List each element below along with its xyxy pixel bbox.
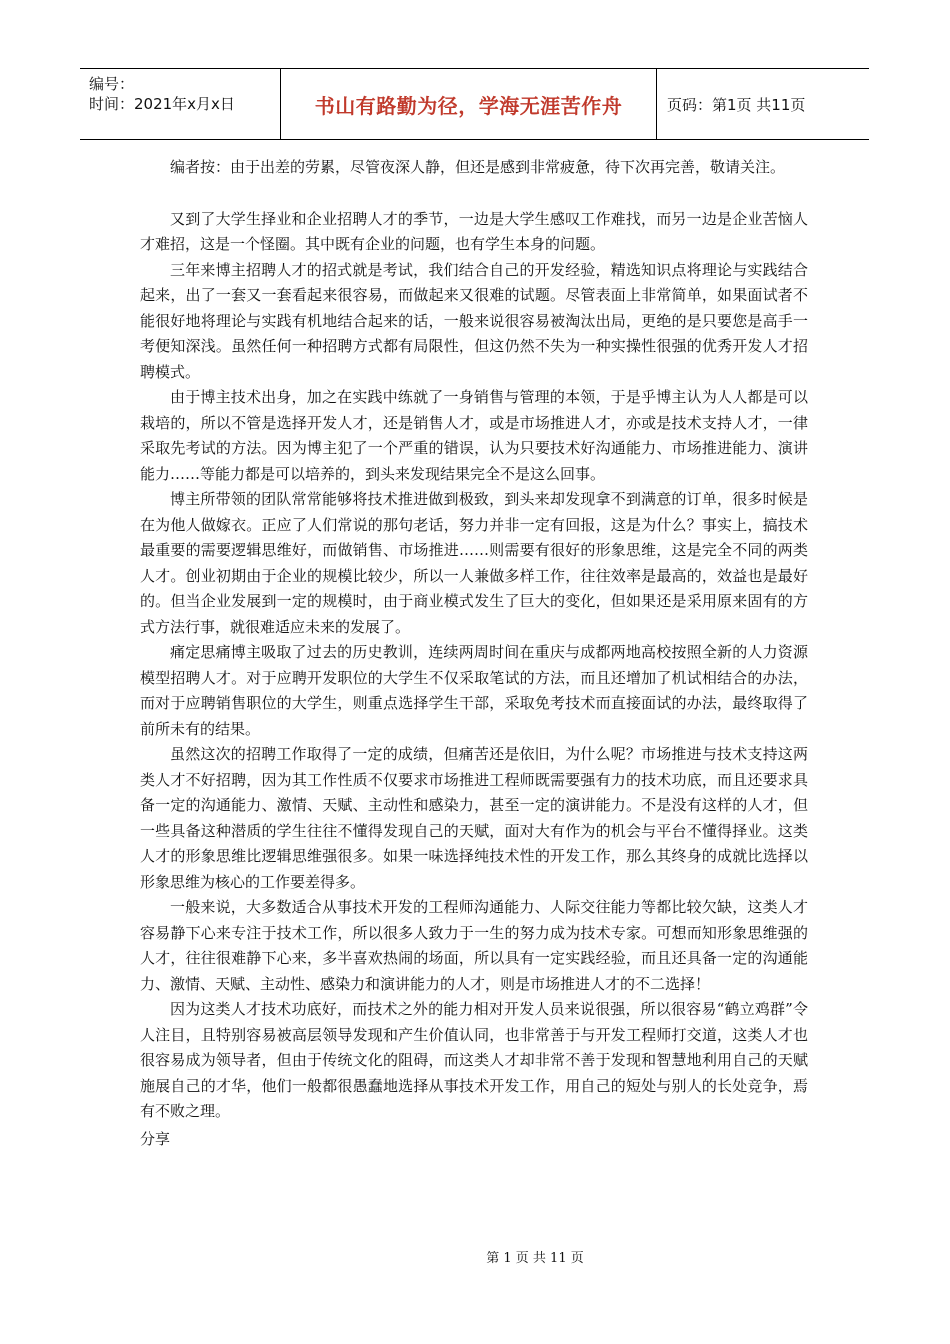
body-paragraph: 一般来说，大多数适合从事技术开发的工程师沟通能力、人际交往能力等都比较欠缺，这类人才容易静下心来专注于技术工作，所以很多人致力于一生的努力成为技术专家。可想而知形象思维强的人才，往往很难静下心来，多半喜欢热闹的场面，所以具有一定实践经验，而且还具备一定的沟通能力、激情、天赋、主动性、感染力和演讲能力的人才，则是市场推进人才的不二选择！ — [140, 898, 808, 993]
page-header — [80, 68, 869, 140]
serial-label: 编号： — [89, 75, 135, 93]
paragraph-gap — [140, 181, 808, 207]
body-paragraph: 又到了大学生择业和企业招聘人才的季节，一边是大学生感叹工作难找，而另一边是企业苦恼人才难招，这是一个怪圈。其中既有企业的问题，也有学生本身的问题。 — [140, 209, 808, 253]
date-line: 时间：2021年x月x日 — [89, 95, 235, 113]
header-meta — [80, 69, 281, 139]
body-paragraph: 因为这类人才技术功底好，而技术之外的能力相对开发人员来说很强，所以很容易“鹤立鸡群”令人注目，且特别容易被高层领导发现和产生价值认同，也非常善于与开发工程师打交道，这类人才也很容易成为领导者，但由于传统文化的阻碍，而这类人才却非常不善于发现和智慧地利用自己的天赋施展自己的才华，他们一般都很愚蠢地选择从事技术开发工作，用自己的短处与别人的长处竞争，焉有不败之理。 — [140, 1000, 808, 1120]
header-page-info: 页码：第1页 共11页 — [667, 95, 806, 114]
editor-note: 编者按：由于出差的劳累，尽管夜深人静，但还是感到非常疲惫，待下次再完善，敬请关注。 — [170, 158, 786, 176]
header-motto: 书山有路勤为径，学海无涯苦作舟 — [281, 69, 657, 139]
body-paragraph: 由于博主技术出身，加之在实践中练就了一身销售与管理的本领，于是乎博主认为人人都是可以栽培的，所以不管是选择开发人才，还是销售人才，或是市场推进人才，亦或是技术支持人才，一律采取先考试的方法。因为博主犯了一个严重的错误，认为只要技术好沟通能力、市场推进能力、演讲能力……等能力都是可以培养的，到头来发现结果完全不是这么回事。 — [140, 388, 808, 483]
share-link[interactable]: 分享 — [140, 1129, 171, 1148]
body-paragraph: 虽然这次的招聘工作取得了一定的成绩，但痛苦还是依旧，为什么呢？市场推进与技术支持这两类人才不好招聘，因为其工作性质不仅要求市场推进工程师既需要强有力的技术功底，而且还要求具备一定的沟通能力、激情、天赋、主动性和感染力，甚至一定的演讲能力。不是没有这样的人才，但一些具备这种潜质的学生往往不懂得发现自己的天赋，面对大有作为的机会与平台不懂得择业。这类人才的形象思维比逻辑思维强很多。如果一味选择纯技术性的开发工作，那么其终身的成就比选择以形象思维为核心的工作要差得多。 — [140, 745, 808, 891]
body-paragraph: 痛定思痛博主吸取了过去的历史教训，连续两周时间在重庆与成都两地高校按照全新的人力资源模型招聘人才。对于应聘开发职位的大学生不仅采取笔试的方法，而且还增加了机试相结合的办法，而对于应聘销售职位的大学生，则重点选择学生干部，采取免考技术而直接面试的办法，最终取得了前所未有的结果。 — [140, 643, 808, 738]
page-footer — [0, 1247, 950, 1266]
document-body — [140, 155, 808, 1152]
footer-page-number: 第 1 页 共 11 页 — [486, 1251, 584, 1266]
body-paragraph: 博主所带领的团队常常能够将技术推进做到极致，到头来却发现拿不到满意的订单，很多时候是在为他人做嫁衣。正应了人们常说的那句老话，努力并非一定有回报，这是为什么？事实上，搞技术最重要的需要逻辑思维好，而做销售、市场推进……则需要有很好的形象思维，这是完全不同的两类人才。创业初期由于企业的规模比较少，所以一人兼做多样工作，往往效率是最高的，效益也是最好的。但当企业发展到一定的规模时，由于商业模式发生了巨大的变化，但如果还是采用原来固有的方式方法行事，就很难适应未来的发展了。 — [140, 490, 808, 636]
body-paragraph: 三年来博主招聘人才的招式就是考试，我们结合自己的开发经验，精选知识点将理论与实践结合起来，出了一套又一套看起来很容易，而做起来又很难的试题。尽管表面上非常简单，如果面试者不能很好地将理论与实践有机地结合起来的话，一般来说很容易被淘汰出局，更绝的是只要您是高手一考便知深浅。虽然任何一种招聘方式都有局限性，但这仍然不失为一种实操性很强的优秀开发人才招聘模式。 — [140, 260, 808, 381]
